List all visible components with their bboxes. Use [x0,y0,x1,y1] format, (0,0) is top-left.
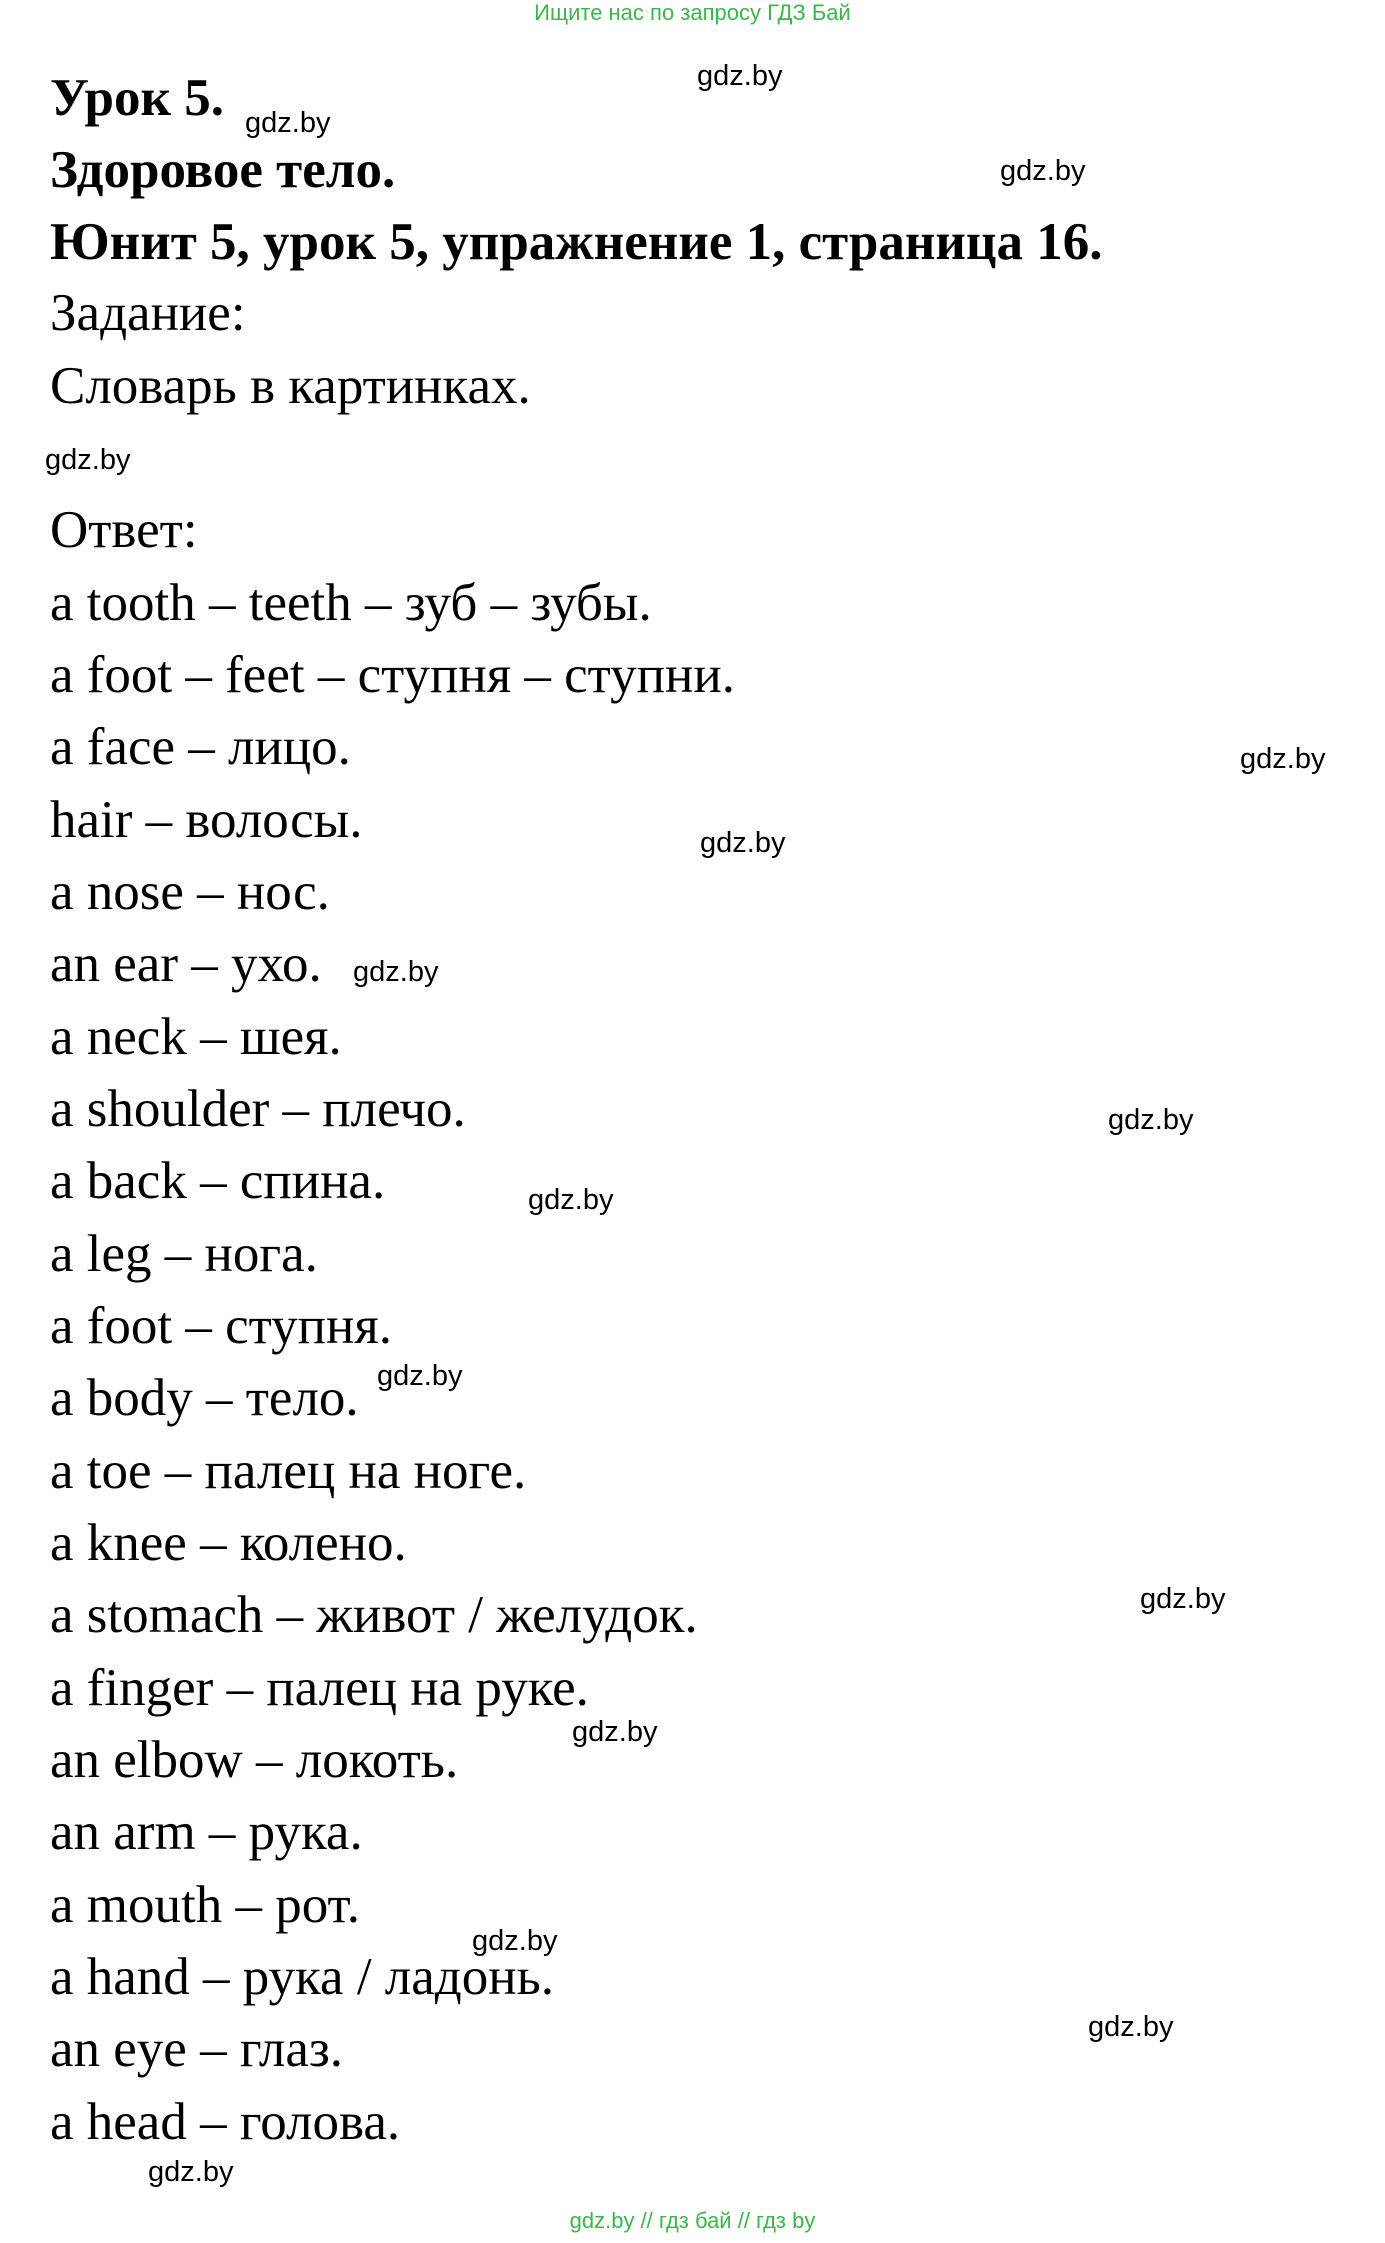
answer-line: a foot – feet – ступня – ступни. [50,646,735,704]
watermark: gdz.by [1140,1583,1226,1615]
top-banner: Ищите нас по запросу ГДЗ Бай [534,0,851,25]
answer-line: a knee – колено. [50,1514,407,1572]
answer-line: a mouth – рот. [50,1876,360,1934]
watermark: gdz.by [700,827,786,859]
answer-line: a toe – палец на ноге. [50,1442,527,1500]
answer-line: an arm – рука. [50,1803,363,1861]
watermark: gdz.by [353,956,439,988]
task-text: Словарь в картинках. [50,357,531,415]
watermark: gdz.by [1088,2011,1174,2043]
watermark: gdz.by [1240,743,1326,775]
answer-line: a foot – ступня. [50,1297,392,1355]
answer-line: an ear – ухо. [50,935,322,993]
answer-label: Ответ: [50,501,198,559]
answer-line: a back – спина. [50,1152,386,1210]
lesson-title: Урок 5. [50,69,225,127]
answer-line: a hand – рука / ладонь. [50,1948,555,2006]
answer-line: a stomach – живот / желудок. [50,1586,698,1644]
watermark: gdz.by [45,444,131,476]
answer-line: a tooth – teeth – зуб – зубы. [50,574,652,632]
watermark: gdz.by [1000,155,1086,187]
answer-line: a shoulder – плечо. [50,1080,466,1138]
watermark: gdz.by [697,60,783,92]
answer-line: hair – волосы. [50,791,363,849]
answer-line: a head – голова. [50,2093,401,2151]
answer-line: an eye – глаз. [50,2020,344,2078]
watermark: gdz.by [528,1184,614,1216]
answer-line: a nose – нос. [50,863,330,921]
lesson-topic: Здоровое тело. [50,141,396,199]
answer-line: a neck – шея. [50,1008,342,1066]
watermark: gdz.by [148,2156,234,2188]
answer-line: an elbow – локоть. [50,1731,459,1789]
watermark: gdz.by [472,1925,558,1957]
answer-line: a leg – нога. [50,1225,318,1283]
bottom-banner: gdz.by // гдз бай // гдз by [569,2208,816,2233]
exercise-reference: Юнит 5, урок 5, упражнение 1, страница 16. [50,213,1103,271]
answer-line: a body – тело. [50,1369,359,1427]
answer-line: a face – лицо. [50,718,351,776]
answer-line: a finger – палец на руке. [50,1659,589,1717]
task-label: Задание: [50,284,246,342]
watermark: gdz.by [1108,1104,1194,1136]
watermark: gdz.by [377,1360,463,1392]
watermark: gdz.by [245,107,331,139]
watermark: gdz.by [572,1716,658,1748]
